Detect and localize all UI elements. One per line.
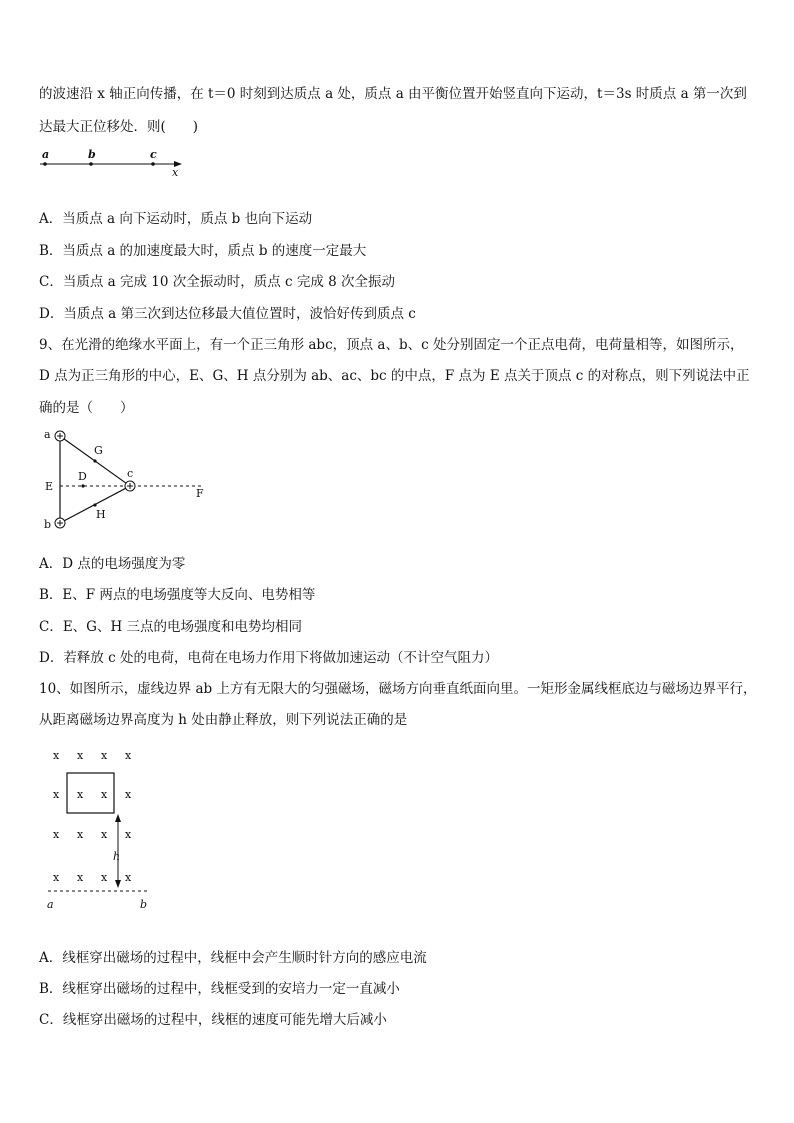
charge-a <box>55 431 65 441</box>
label-c: c <box>150 148 157 161</box>
label-a: a <box>44 428 51 441</box>
point-b <box>89 162 93 166</box>
point-c <box>151 162 155 166</box>
field-mark: x <box>77 749 84 762</box>
field-mark: x <box>125 871 132 884</box>
label-h: H <box>96 508 106 521</box>
wave-axis-figure <box>36 144 186 180</box>
frame-inner-marks <box>77 788 108 801</box>
q8-text-line-1: 的波速沿 x 轴正向传播，在 t＝0 时刻到达质点 a 处，质点 a 由平衡位置开始竖直向下运动，t＝3s 时质点 a 第一次到 <box>39 86 747 102</box>
field-mark: x <box>53 828 60 841</box>
label-g: G <box>94 444 103 457</box>
q9-option-a: A．D 点的电场强度为零 <box>39 556 186 572</box>
field-mark: x <box>101 828 108 841</box>
q8-option-a: A．当质点 a 向下运动时，质点 b 也向下运动 <box>39 211 313 227</box>
label-e: E <box>45 480 54 493</box>
q9-text-line-3: 确的是（ ） <box>39 400 134 416</box>
q10-option-a: A．线框穿出磁场的过程中，线框中会产生顺时针方向的感应电流 <box>39 950 427 966</box>
label-c: c <box>127 467 134 480</box>
q8-option-b: B．当质点 a 的加速度最大时，质点 b 的速度一定最大 <box>39 243 367 259</box>
field-mark: x <box>53 871 60 884</box>
point-a <box>43 162 47 166</box>
q8-text-line-2: 达最大正位移处．则( ) <box>39 119 199 135</box>
field-mark: x <box>101 871 108 884</box>
field-mark: x <box>125 749 132 762</box>
field-mark: x <box>125 788 132 801</box>
triangle-charges-figure <box>38 422 218 534</box>
field-mark: x <box>77 788 84 801</box>
label-b: b <box>88 148 96 161</box>
field-mark: x <box>53 788 60 801</box>
point-d <box>81 484 84 487</box>
label-a: a <box>47 898 54 911</box>
q9-option-b: B．E、F 两点的电场强度等大反向、电势相等 <box>39 587 316 603</box>
label-b: b <box>44 518 52 531</box>
field-mark: x <box>77 871 84 884</box>
q9-text-line-2: D 点为正三角形的中心，E、G、H 点分别为 ab、ac、bc 的中点，F 点为 E 点关于顶点 c 的对称点，则下列说法中正 <box>39 368 750 384</box>
label-x: x <box>172 166 179 179</box>
field-mark: x <box>101 749 108 762</box>
magnetic-field-figure <box>40 742 170 914</box>
height-arrow-up <box>115 814 121 822</box>
point-h <box>93 503 96 506</box>
label-f: F <box>196 487 204 500</box>
label-h: h <box>113 850 121 863</box>
label-a: a <box>42 148 50 161</box>
q8-option-c: C．当质点 a 完成 10 次全振动时，质点 c 完成 8 次全振动 <box>39 274 396 290</box>
height-arrow-down <box>115 880 121 888</box>
q10-text-line-1: 10、如图所示，虚线边界 ab 上方有无限大的匀强磁场，磁场方向垂直纸面向里。一矩形金属线框底边与磁场边界平行， <box>39 681 757 697</box>
charge-c <box>125 481 135 491</box>
charge-b <box>55 518 65 528</box>
q10-option-b: B．线框穿出磁场的过程中，线框受到的安培力一定一直减小 <box>39 981 400 997</box>
point-g <box>93 459 96 462</box>
q9-option-c: C．E、G、H 三点的电场强度和电势均相同 <box>39 619 303 635</box>
q10-option-c: C．线框穿出磁场的过程中，线框的速度可能先增大后减小 <box>39 1012 387 1028</box>
label-d: D <box>78 470 87 483</box>
q9-option-d: D．若释放 c 处的电荷，电荷在电场力作用下将做加速运动（不计空气阻力） <box>39 650 498 666</box>
field-mark: x <box>53 749 60 762</box>
q10-text-line-2: 从距离磁场边界高度为 h 处由静止释放，则下列说法正确的是 <box>39 712 408 728</box>
field-mark-grid <box>53 749 132 884</box>
field-mark: x <box>77 828 84 841</box>
label-b: b <box>140 898 148 911</box>
field-mark: x <box>101 788 108 801</box>
q8-option-d: D．当质点 a 第三次到达位移最大值位置时，波恰好传到质点 c <box>39 306 416 322</box>
field-mark: x <box>125 828 132 841</box>
q9-text-line-1: 9、在光滑的绝缘水平面上，有一个正三角形 abc，顶点 a、b、c 处分别固定一个正点电荷，电荷量相等，如图所示， <box>39 337 744 353</box>
